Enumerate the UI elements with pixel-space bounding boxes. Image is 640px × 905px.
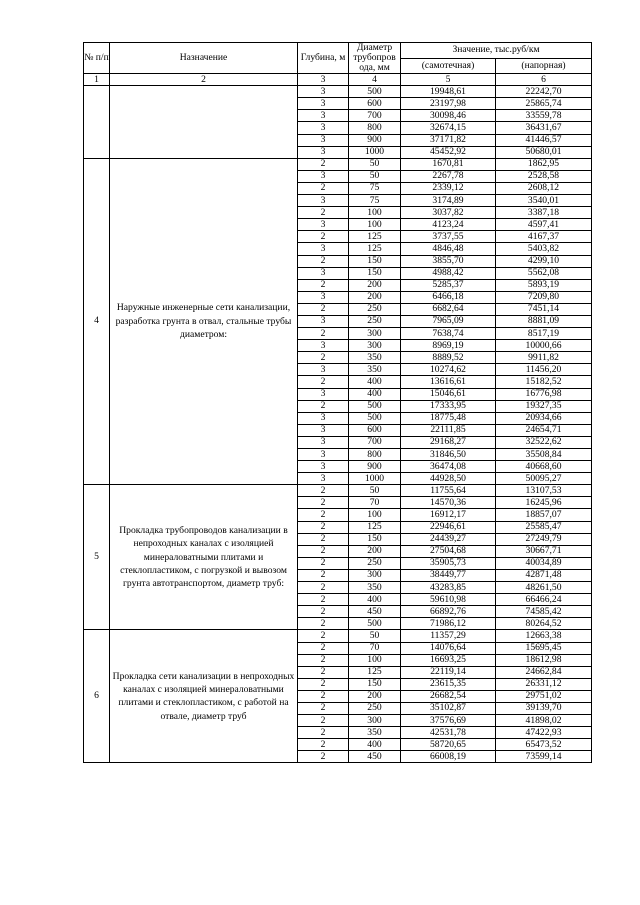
gravity-value-cell: 22119,14 (401, 666, 496, 678)
pressure-value-cell: 25585,47 (496, 521, 592, 533)
column-number: 1 (84, 74, 110, 86)
diameter-cell: 350 (349, 582, 401, 594)
diameter-cell: 500 (349, 412, 401, 424)
group-number (84, 86, 110, 159)
gravity-value-cell: 27504,68 (401, 545, 496, 557)
depth-cell: 2 (298, 231, 349, 243)
depth-cell: 2 (298, 400, 349, 412)
pressure-value-cell: 27249,79 (496, 533, 592, 545)
gravity-value-cell: 11357,29 (401, 630, 496, 642)
depth-cell: 2 (298, 678, 349, 690)
depth-cell: 3 (298, 291, 349, 303)
gravity-value-cell: 6466,18 (401, 291, 496, 303)
pressure-value-cell: 30667,71 (496, 545, 592, 557)
diameter-cell: 100 (349, 219, 401, 231)
gravity-value-cell: 2267,78 (401, 170, 496, 182)
pressure-value-cell: 26331,12 (496, 678, 592, 690)
depth-cell: 2 (298, 727, 349, 739)
gravity-value-cell: 23197,98 (401, 98, 496, 110)
column-number-row (84, 74, 592, 86)
depth-cell: 3 (298, 449, 349, 461)
diameter-cell: 150 (349, 255, 401, 267)
depth-cell: 3 (298, 315, 349, 327)
pressure-value-cell: 35508,84 (496, 449, 592, 461)
diameter-cell: 900 (349, 134, 401, 146)
diameter-cell: 200 (349, 291, 401, 303)
diameter-cell: 250 (349, 702, 401, 714)
pressure-value-cell: 5893,19 (496, 279, 592, 291)
gravity-value-cell: 32674,15 (401, 122, 496, 134)
diameter-cell: 300 (349, 340, 401, 352)
depth-cell: 2 (298, 497, 349, 509)
gravity-value-cell: 37171,82 (401, 134, 496, 146)
gravity-value-cell: 66892,76 (401, 606, 496, 618)
diameter-cell: 250 (349, 315, 401, 327)
gravity-value-cell: 4123,24 (401, 219, 496, 231)
gravity-value-cell: 44928,50 (401, 473, 496, 485)
diameter-cell: 250 (349, 303, 401, 315)
diameter-cell: 700 (349, 436, 401, 448)
diameter-cell: 900 (349, 461, 401, 473)
diameter-cell: 200 (349, 545, 401, 557)
pressure-value-cell: 32522,62 (496, 436, 592, 448)
gravity-value-cell: 35905,73 (401, 557, 496, 569)
pressure-value-cell: 42871,48 (496, 569, 592, 581)
gravity-value-cell: 18775,48 (401, 412, 496, 424)
group-number: 4 (84, 158, 110, 485)
depth-cell: 2 (298, 521, 349, 533)
gravity-value-cell: 59610,98 (401, 594, 496, 606)
gravity-value-cell: 10274,62 (401, 364, 496, 376)
column-number: 6 (496, 74, 592, 86)
depth-cell: 2 (298, 158, 349, 170)
depth-cell: 3 (298, 170, 349, 182)
depth-cell: 2 (298, 630, 349, 642)
diameter-cell: 300 (349, 569, 401, 581)
pressure-value-cell: 47422,93 (496, 727, 592, 739)
pressure-value-cell: 50095,27 (496, 473, 592, 485)
diameter-cell: 125 (349, 243, 401, 255)
pressure-value-cell: 65473,52 (496, 739, 592, 751)
diameter-cell: 500 (349, 86, 401, 98)
depth-cell: 2 (298, 207, 349, 219)
group-purpose: Прокладка сети канализации в непроходных каналах с изоляцией минераловатными плитами и стеклопластиком, с работой на отвале, диаметр труб (110, 630, 298, 763)
pressure-value-cell: 5562,08 (496, 267, 592, 279)
group-number: 6 (84, 630, 110, 763)
header-diameter: Диаметр трубопров ода, мм (349, 43, 401, 74)
gravity-value-cell: 38449,77 (401, 569, 496, 581)
header-value-group: Значение, тыс.руб/км (401, 43, 592, 59)
depth-cell: 3 (298, 219, 349, 231)
pressure-value-cell: 11456,20 (496, 364, 592, 376)
pressure-value-cell: 18857,07 (496, 509, 592, 521)
gravity-value-cell: 36474,08 (401, 461, 496, 473)
diameter-cell: 150 (349, 267, 401, 279)
diameter-cell: 75 (349, 182, 401, 194)
table-row (84, 158, 592, 170)
diameter-cell: 100 (349, 509, 401, 521)
depth-cell: 2 (298, 702, 349, 714)
table-body (84, 86, 592, 763)
pressure-value-cell: 22242,70 (496, 86, 592, 98)
diameter-cell: 400 (349, 376, 401, 388)
pressure-value-cell: 40668,60 (496, 461, 592, 473)
diameter-cell: 50 (349, 158, 401, 170)
gravity-value-cell: 24439,27 (401, 533, 496, 545)
pressure-value-cell: 48261,50 (496, 582, 592, 594)
depth-cell: 3 (298, 122, 349, 134)
gravity-value-cell: 1670,81 (401, 158, 496, 170)
gravity-value-cell: 7638,74 (401, 328, 496, 340)
diameter-cell: 200 (349, 279, 401, 291)
pressure-value-cell: 74585,42 (496, 606, 592, 618)
pressure-value-cell: 9911,82 (496, 352, 592, 364)
table-header (84, 43, 592, 86)
gravity-value-cell: 35102,87 (401, 702, 496, 714)
depth-cell: 2 (298, 654, 349, 666)
gravity-value-cell: 5285,37 (401, 279, 496, 291)
depth-cell: 3 (298, 340, 349, 352)
pressure-value-cell: 7451,14 (496, 303, 592, 315)
pressure-value-cell: 66466,24 (496, 594, 592, 606)
depth-cell: 2 (298, 739, 349, 751)
gravity-value-cell: 4988,42 (401, 267, 496, 279)
depth-cell: 3 (298, 195, 349, 207)
depth-cell: 3 (298, 364, 349, 376)
pressure-value-cell: 15695,45 (496, 642, 592, 654)
gravity-value-cell: 58720,65 (401, 739, 496, 751)
header-purpose: Назначение (110, 43, 298, 74)
pressure-value-cell: 4299,10 (496, 255, 592, 267)
diameter-cell: 350 (349, 352, 401, 364)
header-depth: Глубина, м (298, 43, 349, 74)
diameter-cell: 450 (349, 751, 401, 763)
diameter-cell: 800 (349, 449, 401, 461)
pressure-value-cell: 4597,41 (496, 219, 592, 231)
depth-cell: 2 (298, 376, 349, 388)
depth-cell: 3 (298, 388, 349, 400)
depth-cell: 2 (298, 485, 349, 497)
depth-cell: 2 (298, 255, 349, 267)
depth-cell: 2 (298, 751, 349, 763)
diameter-cell: 100 (349, 207, 401, 219)
pressure-value-cell: 36431,67 (496, 122, 592, 134)
depth-cell: 2 (298, 594, 349, 606)
diameter-cell: 50 (349, 485, 401, 497)
header-number: № п/п (84, 43, 110, 74)
depth-cell: 3 (298, 243, 349, 255)
pressure-value-cell: 40034,89 (496, 557, 592, 569)
gravity-value-cell: 6682,64 (401, 303, 496, 315)
gravity-value-cell: 66008,19 (401, 751, 496, 763)
gravity-value-cell: 19948,61 (401, 86, 496, 98)
group-purpose (110, 86, 298, 159)
pressure-value-cell: 29751,02 (496, 690, 592, 702)
pressure-value-cell: 73599,14 (496, 751, 592, 763)
pressure-value-cell: 25865,74 (496, 98, 592, 110)
pressure-value-cell: 41446,57 (496, 134, 592, 146)
depth-cell: 3 (298, 146, 349, 158)
gravity-value-cell: 43283,85 (401, 582, 496, 594)
gravity-value-cell: 30098,46 (401, 110, 496, 122)
pressure-value-cell: 8881,09 (496, 315, 592, 327)
pressure-value-cell: 33559,78 (496, 110, 592, 122)
pressure-value-cell: 20934,66 (496, 412, 592, 424)
pressure-value-cell: 4167,37 (496, 231, 592, 243)
gravity-value-cell: 16693,25 (401, 654, 496, 666)
gravity-value-cell: 71986,12 (401, 618, 496, 630)
diameter-cell: 450 (349, 606, 401, 618)
depth-cell: 2 (298, 182, 349, 194)
diameter-cell: 1000 (349, 473, 401, 485)
diameter-cell: 100 (349, 654, 401, 666)
depth-cell: 2 (298, 569, 349, 581)
depth-cell: 2 (298, 666, 349, 678)
pressure-value-cell: 3540,01 (496, 195, 592, 207)
pressure-value-cell: 7209,80 (496, 291, 592, 303)
pressure-value-cell: 24654,71 (496, 424, 592, 436)
group-purpose: Наружные инженерные сети канализации, разработка грунта в отвал, стальные трубы диаметром: (110, 158, 298, 485)
pressure-value-cell: 50680,01 (496, 146, 592, 158)
diameter-cell: 150 (349, 533, 401, 545)
pressure-value-cell: 8517,19 (496, 328, 592, 340)
diameter-cell: 125 (349, 666, 401, 678)
depth-cell: 2 (298, 715, 349, 727)
diameter-cell: 75 (349, 195, 401, 207)
gravity-value-cell: 11755,64 (401, 485, 496, 497)
diameter-cell: 300 (349, 328, 401, 340)
depth-cell: 2 (298, 690, 349, 702)
pressure-value-cell: 16245,96 (496, 497, 592, 509)
depth-cell: 3 (298, 86, 349, 98)
pressure-value-cell: 18612,98 (496, 654, 592, 666)
depth-cell: 3 (298, 412, 349, 424)
diameter-cell: 400 (349, 739, 401, 751)
gravity-value-cell: 3855,70 (401, 255, 496, 267)
pressure-value-cell: 12663,38 (496, 630, 592, 642)
diameter-cell: 350 (349, 364, 401, 376)
gravity-value-cell: 8969,19 (401, 340, 496, 352)
price-table (83, 42, 592, 763)
pressure-value-cell: 16776,98 (496, 388, 592, 400)
depth-cell: 3 (298, 461, 349, 473)
gravity-value-cell: 16912,17 (401, 509, 496, 521)
diameter-cell: 400 (349, 594, 401, 606)
gravity-value-cell: 22111,85 (401, 424, 496, 436)
diameter-cell: 70 (349, 497, 401, 509)
column-number: 3 (298, 74, 349, 86)
table-row (84, 86, 592, 98)
diameter-cell: 200 (349, 690, 401, 702)
pressure-value-cell: 5403,82 (496, 243, 592, 255)
diameter-cell: 70 (349, 642, 401, 654)
depth-cell: 3 (298, 473, 349, 485)
depth-cell: 3 (298, 110, 349, 122)
diameter-cell: 1000 (349, 146, 401, 158)
pressure-value-cell: 1862,95 (496, 158, 592, 170)
depth-cell: 2 (298, 642, 349, 654)
gravity-value-cell: 26682,54 (401, 690, 496, 702)
pressure-value-cell: 2608,12 (496, 182, 592, 194)
depth-cell: 2 (298, 279, 349, 291)
table-row (84, 630, 592, 642)
pressure-value-cell: 41898,02 (496, 715, 592, 727)
gravity-value-cell: 3037,82 (401, 207, 496, 219)
gravity-value-cell: 29168,27 (401, 436, 496, 448)
depth-cell: 2 (298, 328, 349, 340)
gravity-value-cell: 42531,78 (401, 727, 496, 739)
diameter-cell: 50 (349, 170, 401, 182)
header-gravity: (самотечная) (401, 58, 496, 74)
diameter-cell: 125 (349, 521, 401, 533)
diameter-cell: 600 (349, 424, 401, 436)
pressure-value-cell: 15182,52 (496, 376, 592, 388)
depth-cell: 3 (298, 424, 349, 436)
column-number: 5 (401, 74, 496, 86)
depth-cell: 2 (298, 582, 349, 594)
depth-cell: 2 (298, 557, 349, 569)
gravity-value-cell: 37576,69 (401, 715, 496, 727)
depth-cell: 2 (298, 303, 349, 315)
depth-cell: 3 (298, 134, 349, 146)
diameter-cell: 50 (349, 630, 401, 642)
diameter-cell: 125 (349, 231, 401, 243)
group-number: 5 (84, 485, 110, 630)
gravity-value-cell: 14076,64 (401, 642, 496, 654)
column-number: 2 (110, 74, 298, 86)
depth-cell: 3 (298, 98, 349, 110)
gravity-value-cell: 14570,36 (401, 497, 496, 509)
depth-cell: 2 (298, 618, 349, 630)
pressure-value-cell: 80264,52 (496, 618, 592, 630)
diameter-cell: 500 (349, 400, 401, 412)
pressure-value-cell: 3387,18 (496, 207, 592, 219)
gravity-value-cell: 8889,52 (401, 352, 496, 364)
header-pressure: (напорная) (496, 58, 592, 74)
gravity-value-cell: 13616,61 (401, 376, 496, 388)
diameter-cell: 500 (349, 618, 401, 630)
diameter-cell: 300 (349, 715, 401, 727)
gravity-value-cell: 2339,12 (401, 182, 496, 194)
diameter-cell: 800 (349, 122, 401, 134)
depth-cell: 2 (298, 533, 349, 545)
gravity-value-cell: 31846,50 (401, 449, 496, 461)
diameter-cell: 350 (349, 727, 401, 739)
gravity-value-cell: 22946,61 (401, 521, 496, 533)
gravity-value-cell: 3737,55 (401, 231, 496, 243)
table-row (84, 485, 592, 497)
gravity-value-cell: 17333,95 (401, 400, 496, 412)
depth-cell: 2 (298, 352, 349, 364)
diameter-cell: 400 (349, 388, 401, 400)
pressure-value-cell: 39139,70 (496, 702, 592, 714)
pressure-value-cell: 10000,66 (496, 340, 592, 352)
diameter-cell: 700 (349, 110, 401, 122)
gravity-value-cell: 23615,35 (401, 678, 496, 690)
column-number: 4 (349, 74, 401, 86)
depth-cell: 3 (298, 436, 349, 448)
depth-cell: 3 (298, 267, 349, 279)
depth-cell: 2 (298, 606, 349, 618)
depth-cell: 2 (298, 545, 349, 557)
pressure-value-cell: 24662,84 (496, 666, 592, 678)
gravity-value-cell: 7965,09 (401, 315, 496, 327)
gravity-value-cell: 4846,48 (401, 243, 496, 255)
pressure-value-cell: 2528,58 (496, 170, 592, 182)
gravity-value-cell: 45452,92 (401, 146, 496, 158)
diameter-cell: 250 (349, 557, 401, 569)
depth-cell: 2 (298, 509, 349, 521)
group-purpose: Прокладка трубопроводов канализации в непроходных каналах с изоляцией минераловатными плитами и стеклопластиком, с погрузкой и вывозом грунта автотранспортом, диаметр труб: (110, 485, 298, 630)
diameter-cell: 600 (349, 98, 401, 110)
diameter-cell: 150 (349, 678, 401, 690)
pressure-value-cell: 19327,35 (496, 400, 592, 412)
pressure-value-cell: 13107,53 (496, 485, 592, 497)
gravity-value-cell: 15046,61 (401, 388, 496, 400)
gravity-value-cell: 3174,89 (401, 195, 496, 207)
